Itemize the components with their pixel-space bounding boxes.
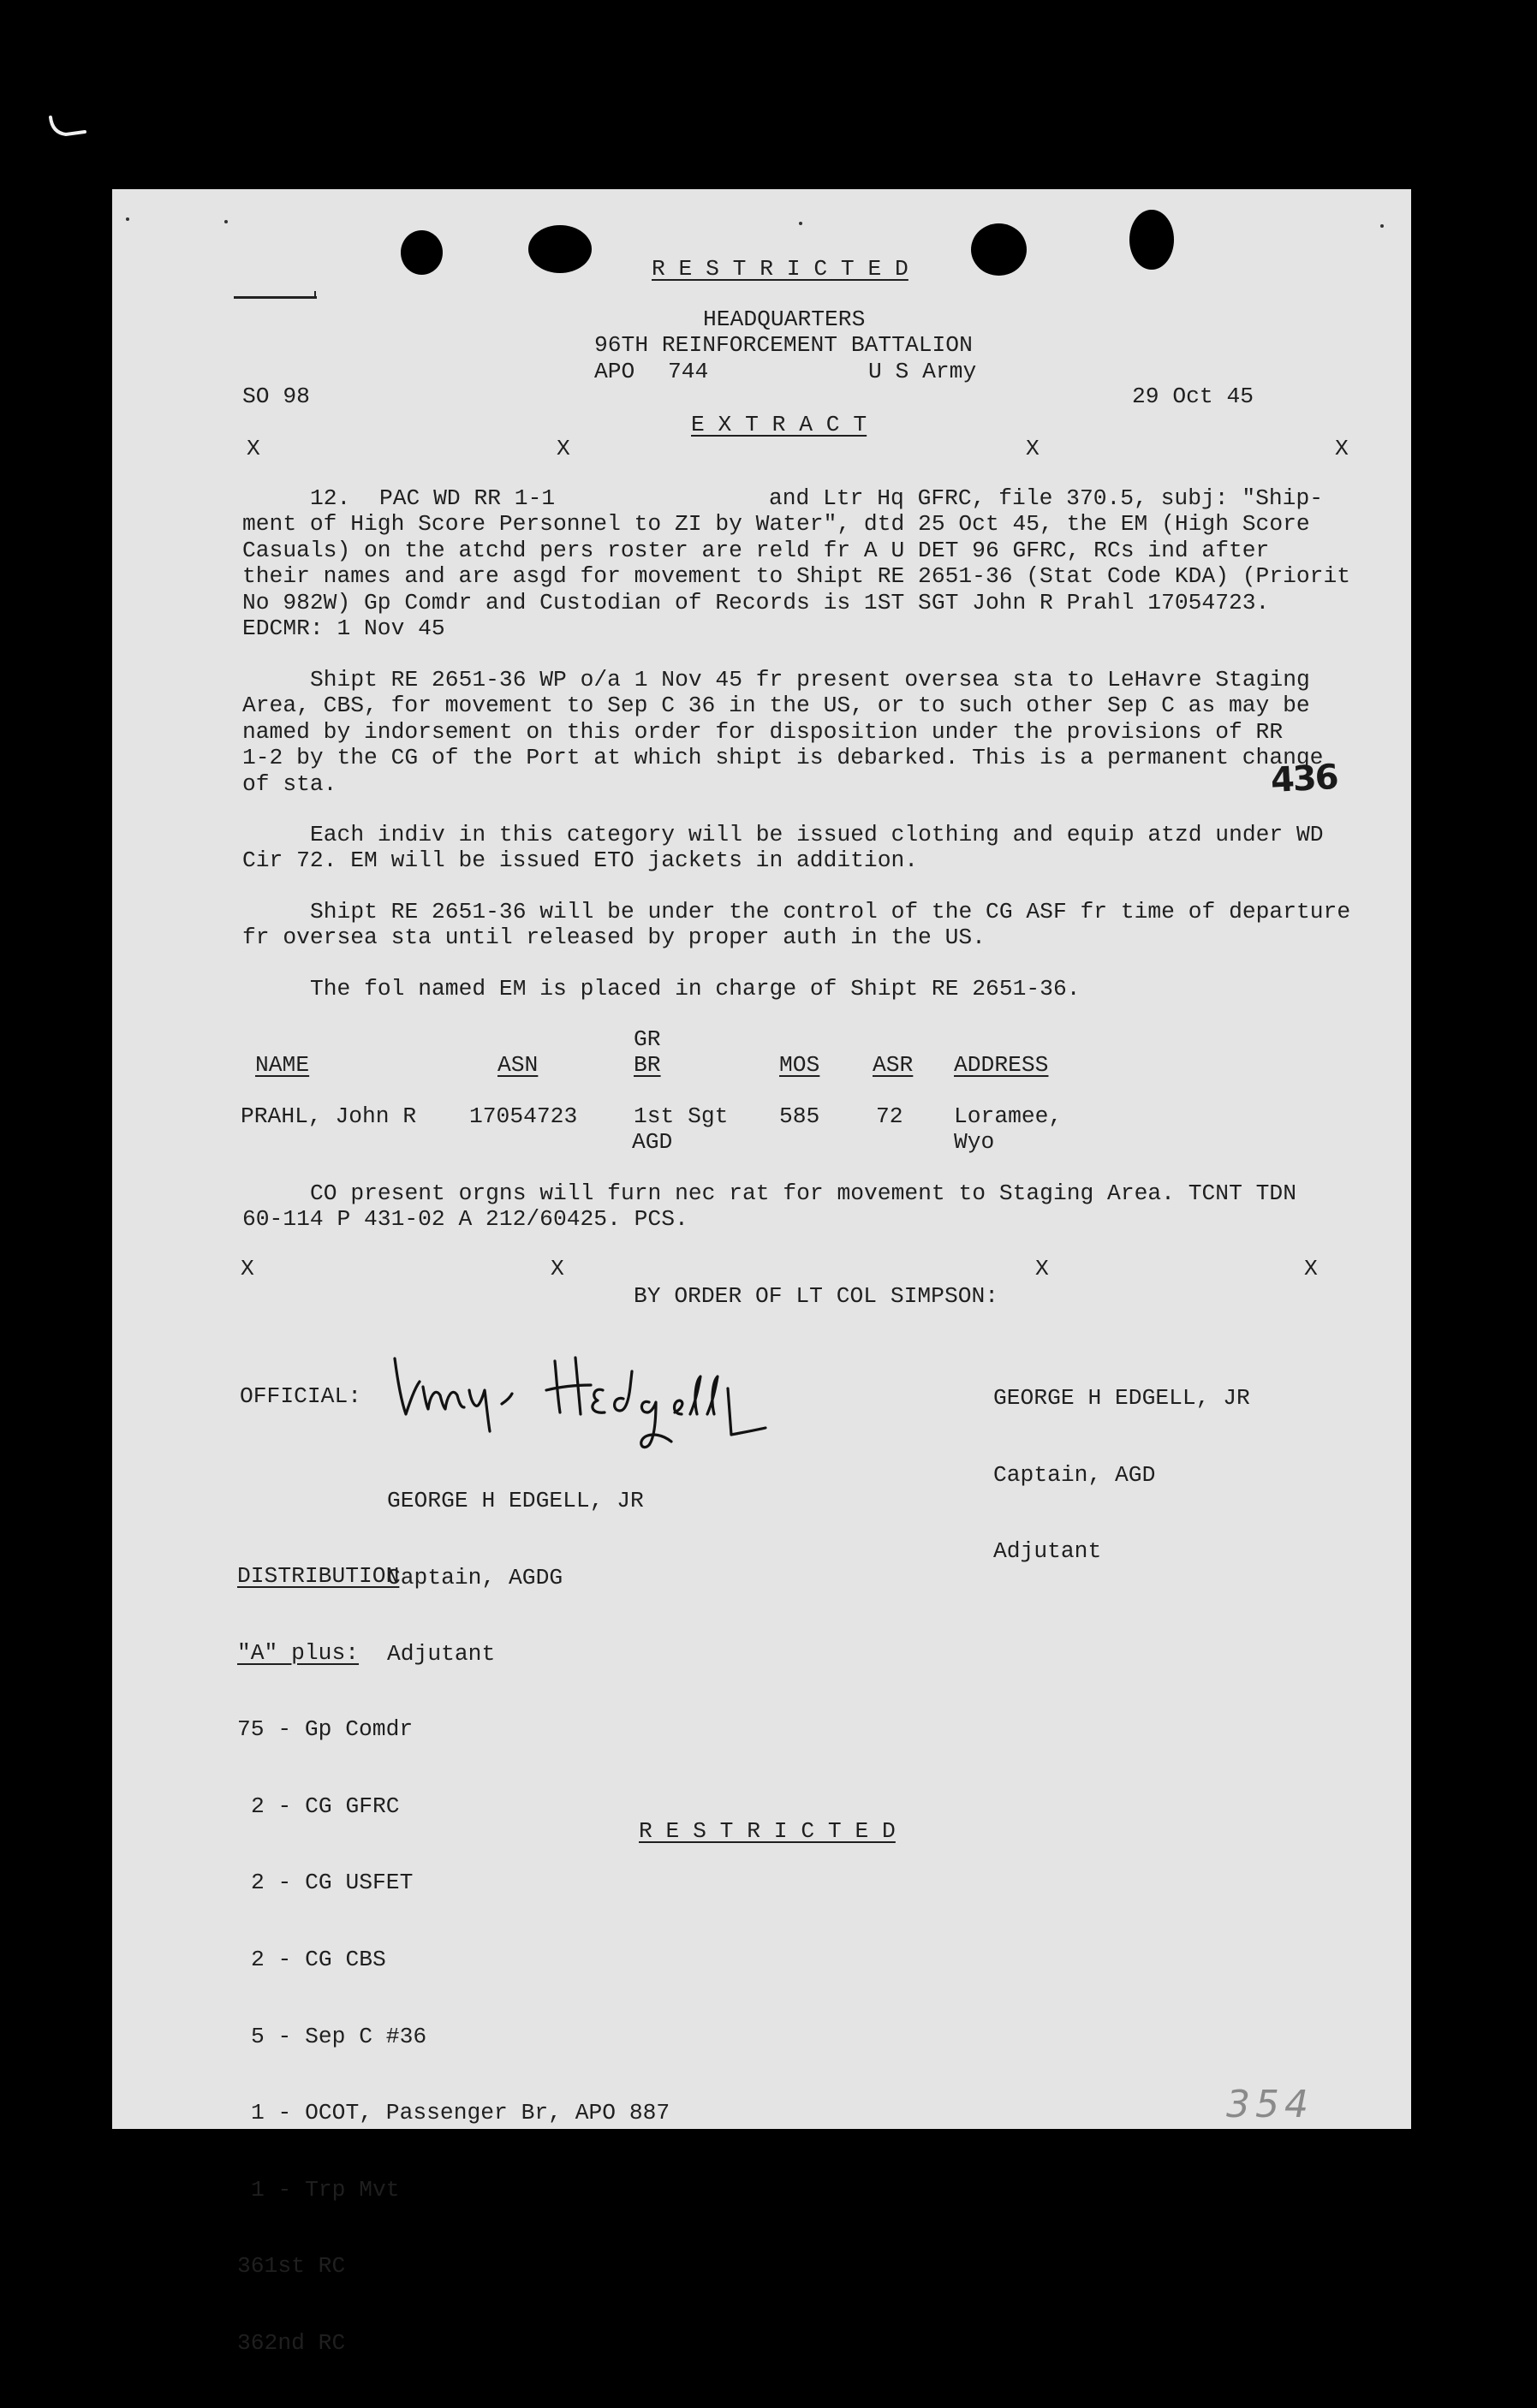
separator-mark: X xyxy=(1335,436,1349,461)
speck xyxy=(799,222,802,225)
paragraph-line: named by indorsement on this order for disposition under the provisions of RR xyxy=(242,718,1284,745)
official-label: OFFICIAL: xyxy=(240,1383,362,1409)
apo-number: 744 xyxy=(668,359,709,384)
paragraph-number: 12. xyxy=(310,485,351,511)
punch-hole xyxy=(401,230,443,275)
paragraph-line xyxy=(242,485,1350,511)
distribution-item: 2 - CG GFRC xyxy=(251,1793,400,1819)
by-order-line: BY ORDER OF LT COL SIMPSON: xyxy=(634,1283,999,1309)
separator-mark: X xyxy=(1304,1256,1318,1281)
pencil-mark-tick xyxy=(314,291,316,299)
official-name: GEORGE H EDGELL, JR xyxy=(387,1488,644,1513)
paragraph-line: 1-2 by the CG of the Port at which shipt is debarked. This is a permanent change xyxy=(242,745,1324,771)
paragraph-line: Casuals) on the atchd pers roster are reld fr A U DET 96 GFRC, RCs ind after xyxy=(242,537,1270,563)
roster-header-mos: MOS xyxy=(779,1052,820,1078)
distribution-item: 1 - Trp Mvt xyxy=(251,2176,400,2203)
scan-artifact xyxy=(47,114,90,140)
roster-header-asr: ASR xyxy=(873,1052,914,1078)
roster-header-asn: ASN xyxy=(497,1052,539,1078)
roster-cell-branch: AGD xyxy=(632,1129,673,1155)
speck xyxy=(1380,224,1384,228)
extract-label: E X T R A C T xyxy=(691,412,867,437)
distribution-item: 75 - Gp Comdr xyxy=(237,1716,414,1743)
distribution-subtitle: "A" plus: xyxy=(237,1639,360,1666)
paragraph-line: Shipt RE 2651-36 will be under the control of the CG ASF fr time of departure xyxy=(310,899,1351,925)
classification-footer: R E S T R I C T E D xyxy=(639,1818,896,1844)
roster-header-name: NAME xyxy=(255,1052,310,1078)
signer-name: GEORGE H EDGELL, JR xyxy=(993,1385,1250,1411)
roster-cell-grade: 1st Sgt xyxy=(634,1103,729,1129)
order-number: SO 98 xyxy=(242,383,310,409)
separator-mark: X xyxy=(241,1256,254,1281)
paragraph-line: No 982W) Gp Comdr and Custodian of Records is 1ST SGT John R Prahl 17054723. xyxy=(242,589,1270,615)
paragraph-line: EDCMR: 1 Nov 45 xyxy=(242,615,445,641)
order-date: 29 Oct 45 xyxy=(1132,383,1254,409)
handwritten-archive-number: 354 xyxy=(1226,2083,1314,2126)
separator-mark: X xyxy=(1026,436,1040,461)
document-page xyxy=(112,189,1411,2356)
roster-header-branch: BR xyxy=(634,1052,661,1078)
paragraph-line: Cir 72. EM will be issued ETO jackets in addition. xyxy=(242,847,919,874)
roster-cell-address: Loramee, xyxy=(954,1103,1063,1129)
roster-cell-mos: 585 xyxy=(779,1103,820,1129)
signer-block xyxy=(993,1335,1250,1616)
classification-header: R E S T R I C T E D xyxy=(652,256,908,282)
paragraph-line: their names and are asgd for movement to Shipt RE 2651-36 (Stat Code KDA) (Priorit xyxy=(242,563,1351,590)
separator-mark: X xyxy=(1035,1256,1049,1281)
paragraph-reference: PAC WD RR 1-1 xyxy=(379,485,556,511)
roster-header-grade: GR xyxy=(634,1026,661,1052)
speck xyxy=(224,220,228,223)
roster-header-address: ADDRESS xyxy=(954,1052,1049,1078)
separator-mark: X xyxy=(247,436,260,461)
punch-hole xyxy=(971,223,1027,276)
paragraph-control xyxy=(242,899,1350,951)
paragraph-line: ment of High Score Personnel to ZI by Water", dtd 25 Oct 45, the EM (High Score xyxy=(242,511,1310,538)
paragraph-line: The fol named EM is placed in charge of Shipt RE 2651-36. xyxy=(310,976,1081,1002)
paragraph-clothing xyxy=(242,822,1324,874)
punch-hole xyxy=(528,225,592,273)
paragraph-shipment xyxy=(242,667,1323,797)
distribution-item: 2 - CG CBS xyxy=(251,1946,386,1972)
paragraph-line: 60-114 P 431-02 A 212/60425. PCS. xyxy=(242,1206,688,1233)
paragraph-line: Each indiv in this category will be issued clothing and equip atzd under WD xyxy=(310,822,1324,847)
paragraph-12 xyxy=(242,485,1350,641)
official-rank: Captain, AGDG xyxy=(387,1564,563,1590)
paragraph-line: Shipt RE 2651-36 WP o/a 1 Nov 45 fr present oversea sta to LeHavre Staging xyxy=(310,667,1310,693)
paragraph-line-text: and Ltr Hq GFRC, file 370.5, subj: "Ship- xyxy=(769,485,1324,511)
speck xyxy=(126,217,129,221)
distribution-item: 362nd RC xyxy=(237,2329,346,2356)
paragraph-rations xyxy=(242,1180,1296,1233)
signer-rank: Captain, AGD xyxy=(993,1461,1156,1488)
pencil-mark xyxy=(234,296,317,299)
service-label: U S Army xyxy=(868,359,977,384)
paragraph-line: fr oversea sta until released by proper auth in the US. xyxy=(242,925,986,951)
paragraph-line: of sta. xyxy=(242,770,337,797)
apo-label: APO xyxy=(594,359,635,384)
official-title: Adjutant xyxy=(387,1641,496,1668)
distribution-title: DISTRIBUTION xyxy=(237,1563,400,1589)
paragraph-line: CO present orgns will furn nec rat for movement to Staging Area. TCNT TDN xyxy=(310,1180,1296,1206)
paragraph-line: Area, CBS, for movement to Sep C 36 in the US, or to such other Sep C as may be xyxy=(242,693,1310,719)
signer-title: Adjutant xyxy=(993,1538,1102,1565)
roster-cell-address-line2: Wyo xyxy=(954,1129,995,1155)
distribution-item: 1 - OCOT, Passenger Br, APO 887 xyxy=(251,2100,670,2126)
distribution-item: 2 - CG USFET xyxy=(251,1870,414,1896)
roster-cell-asr: 72 xyxy=(876,1103,903,1129)
roster-cell-asn: 17054723 xyxy=(469,1103,578,1129)
separator-mark: X xyxy=(557,436,570,461)
paragraph-charge xyxy=(242,976,1081,1002)
handwritten-margin-number: 436 xyxy=(1269,758,1338,800)
unit-name: 96TH REINFORCEMENT BATTALION xyxy=(594,332,973,358)
roster-cell-name: PRAHL, John R xyxy=(241,1103,417,1129)
headquarters-label: HEADQUARTERS xyxy=(703,306,866,332)
distribution-item: 361st RC xyxy=(237,2253,346,2280)
distribution-item: 5 - Sep C #36 xyxy=(251,2023,427,2049)
punch-hole xyxy=(1129,210,1174,270)
distribution-list xyxy=(237,1513,670,2408)
separator-mark: X xyxy=(551,1256,564,1281)
